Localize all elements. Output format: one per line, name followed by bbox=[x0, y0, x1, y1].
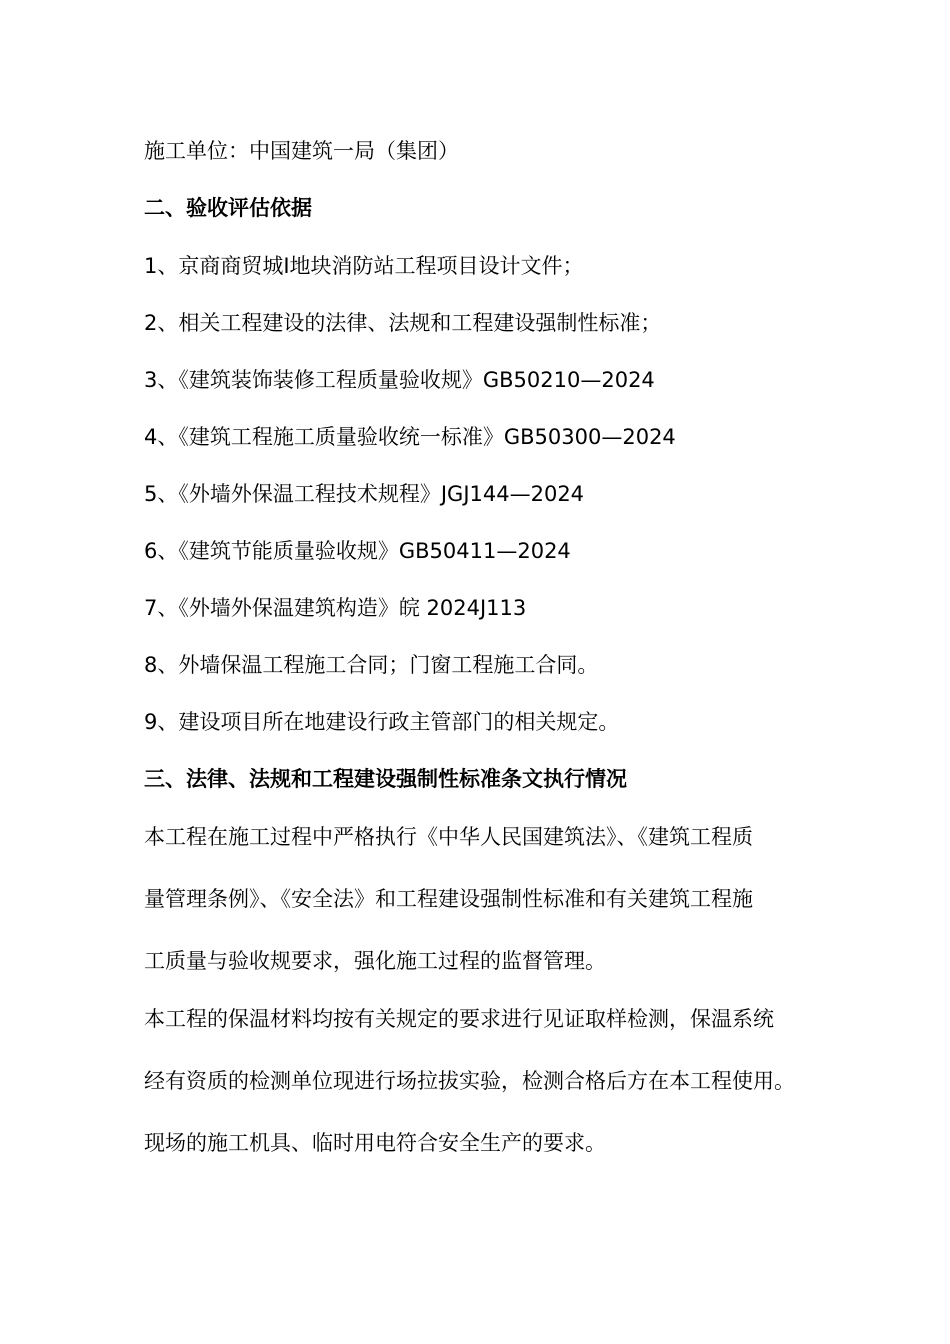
section-3-heading: 三、法律、法规和工程建设强制性标准条文执行情况 bbox=[144, 767, 627, 791]
paragraph-2-line-2: 经有资质的检测单位现进行场拉拔实验，检测合格后方在本工程使用。 bbox=[144, 1069, 795, 1093]
basis-item-6: 6、《建筑节能质量验收规》GB50411—2024 bbox=[144, 539, 571, 563]
paragraph-2-line-3: 现场的施工机具、临时用电符合安全生产的要求。 bbox=[144, 1131, 606, 1155]
basis-item-8: 8、外墙保温工程施工合同；门窗工程施工合同。 bbox=[144, 653, 599, 677]
basis-item-9: 9、建设项目所在地建设行政主管部门的相关规定。 bbox=[144, 710, 620, 734]
paragraph-1-line-1: 本工程在施工过程中严格执行《中华人民国建筑法》、《建筑工程质 bbox=[144, 825, 753, 849]
basis-item-1: 1、京商商贸城Ⅰ地块消防站工程项目设计文件； bbox=[144, 254, 584, 278]
paragraph-2-line-1: 本工程的保温材料均按有关规定的要求进行见证取样检测，保温系统 bbox=[144, 1007, 774, 1031]
basis-item-4: 4、《建筑工程施工质量验收统一标准》GB50300—2024 bbox=[144, 425, 676, 449]
section-2-heading: 二、验收评估依据 bbox=[144, 196, 312, 220]
basis-item-3: 3、《建筑装饰装修工程质量验收规》GB50210—2024 bbox=[144, 368, 655, 392]
basis-item-2: 2、相关工程建设的法律、法规和工程建设强制性标准； bbox=[144, 311, 662, 335]
basis-item-5: 5、《外墙外保温工程技术规程》JGJ144—2024 bbox=[144, 482, 585, 506]
basis-item-7: 7、《外墙外保温建筑构造》皖 2024J113 bbox=[144, 596, 527, 620]
paragraph-1-line-2: 量管理条例》、《安全法》和工程建设强制性标准和有关建筑工程施 bbox=[144, 887, 753, 911]
construction-unit-line: 施工单位：中国建筑一局（集团） bbox=[144, 139, 459, 163]
paragraph-1-line-3: 工质量与验收规要求，强化施工过程的监督管理。 bbox=[144, 949, 606, 973]
